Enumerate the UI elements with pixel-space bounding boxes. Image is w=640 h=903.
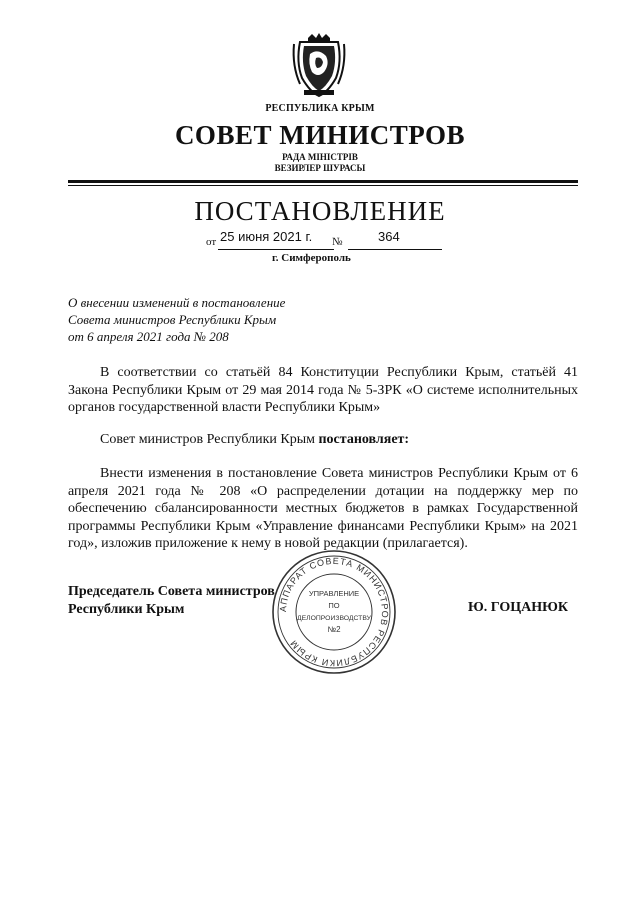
title-line: Совета министров Республики Крым [68,312,277,327]
official-stamp [270,548,398,676]
date-prefix: от [206,236,217,248]
coat-of-arms-icon [290,32,348,98]
document-type: ПОСТАНОВЛЕНИЕ [194,196,446,226]
stamp-line: ПО [328,601,340,610]
stamp-ring-text: АППАРАТ СОВЕТА МИНИСТРОВ РЕСПУБЛИКИ КРЫМ [277,555,391,669]
signer-name: Ю. ГОЦАНЮК [468,600,569,615]
signer-title [68,583,275,618]
resolution-verb: постановляет: [318,432,410,447]
signer-title-line: Председатель Совета министров [68,584,275,599]
document-title [68,294,285,345]
resolution-paragraph [68,431,578,449]
document-number: 364 [378,229,400,244]
council-name-crimean-tatar: ВЕЗИРЛЕР ШУРАСЫ [274,163,366,173]
date-underline [218,249,334,250]
document-date: 25 июня 2021 г. [220,229,313,244]
svg-text:АППАРАТ СОВЕТА МИНИСТРОВ РЕСПУ [278,556,390,668]
preamble-paragraph [68,364,578,417]
stamp-line: ДЕЛОПРОИЗВОДСТВУ [297,615,371,622]
title-line: от 6 апреля 2021 года № 208 [68,329,229,344]
stamp-line: №2 [327,625,341,634]
preamble-text: В соответствии со статьёй 84 Конституции Республики Крым, статьёй 41 Закона Республики Крым от 29 мая 2014 года № 5-ЗРК «О системе исполнительных органов государственной власти Республики Крым» [68,365,578,415]
city: г. Симферополь [272,252,351,264]
operative-text: Внести изменения в постановление Совета министров Республики Крым от 6 апреля 2021 года № 208 «О распределении дотации на поддержку мер по обеспечению сбалансированности местных бюджетов в рамках Государственной программы Республики Крым «Управление финансами Республики Крым» на 2021 год», изложив приложение к нему в новой редакции (прилагается). [68,466,578,551]
operative-paragraph [68,465,578,553]
council-name-ukrainian: РАДА МІНІСТРІВ [282,152,358,162]
resolution-lead: Совет министров Республики Крым [100,432,319,447]
republic-name: РЕСПУБЛИКА КРЫМ [265,103,375,114]
date-number-row [206,226,446,252]
number-prefix: № [332,236,343,248]
council-name: СОВЕТ МИНИСТРОВ [174,120,466,150]
stamp-line: УПРАВЛЕНИЕ [308,589,360,598]
header-divider-thin [68,185,578,186]
signer-title-line: Республики Крым [68,601,185,617]
title-line: О внесении изменений в постановление [68,295,286,310]
resolution-text [68,431,578,449]
header-divider-thick [68,180,578,183]
number-underline [348,249,442,250]
